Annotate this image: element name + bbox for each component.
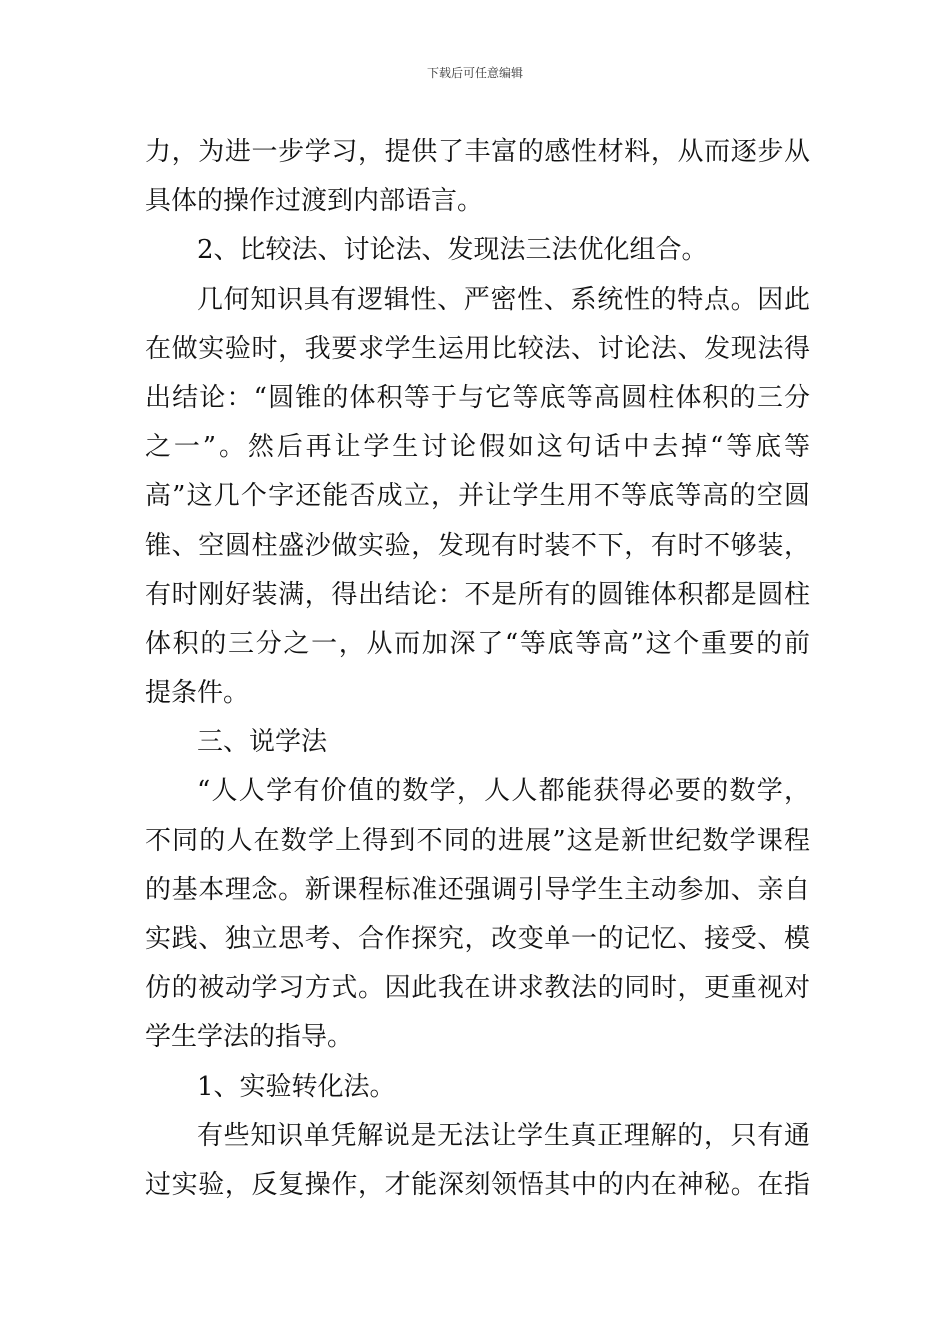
text-line: 不同的人在数学上得到不同的进展”这是新世纪数学课程 [145,825,810,856]
text-line: 学生学法的指导。 [145,1022,354,1053]
text-line: 体积的三分之一，从而加深了“等底等高”这个重要的前 [145,628,810,659]
text-line: 具体的操作过渡到内部语言。 [145,186,484,217]
section-subheading: 2、比较法、讨论法、发现法三法优化组合。 [197,235,708,266]
text-line: 在做实验时，我要求学生运用比较法、讨论法、发现法得 [145,333,810,364]
text-line: 有时刚好装满，得出结论：不是所有的圆锥体积都是圆柱 [145,579,810,610]
document-body [145,128,810,1210]
text-line: “人人学有价值的数学，人人都能获得必要的数学， [197,776,810,807]
text-line: 的基本理念。新课程标准还强调引导学生主动参加、亲自 [145,874,810,905]
section-subheading: 1、实验转化法。 [197,1071,396,1102]
text-line: 锥、空圆柱盛沙做实验，发现有时装不下，有时不够装， [145,530,810,561]
text-line: 力，为进一步学习，提供了丰富的感性材料，从而逐步从 [145,137,810,167]
text-line: 仿的被动学习方式。因此我在讲求教法的同时，更重视对 [145,973,810,1004]
text-line: 提条件。 [145,678,250,709]
text-line: 出结论：“圆锥的体积等于与它等底等高圆柱体积的三分 [145,382,810,413]
text-line: 有些知识单凭解说是无法让学生真正理解的，只有通 [197,1120,810,1151]
header-note: 下载后可任意编辑 [426,66,523,80]
text-line: 高”这几个字还能否成立，并让学生用不等底等高的空圆 [145,481,810,512]
text-line: 几何知识具有逻辑性、严密性、系统性的特点。因此 [197,284,810,315]
text-line: 之一”。然后再让学生讨论假如这句话中去掉“等底等 [145,432,810,463]
section-heading: 三、说学法 [197,727,328,758]
text-line: 实践、独立思考、合作探究，改变单一的记忆、接受、模 [145,924,810,954]
text-line: 过实验，反复操作，才能深刻领悟其中的内在神秘。在指 [145,1169,810,1200]
